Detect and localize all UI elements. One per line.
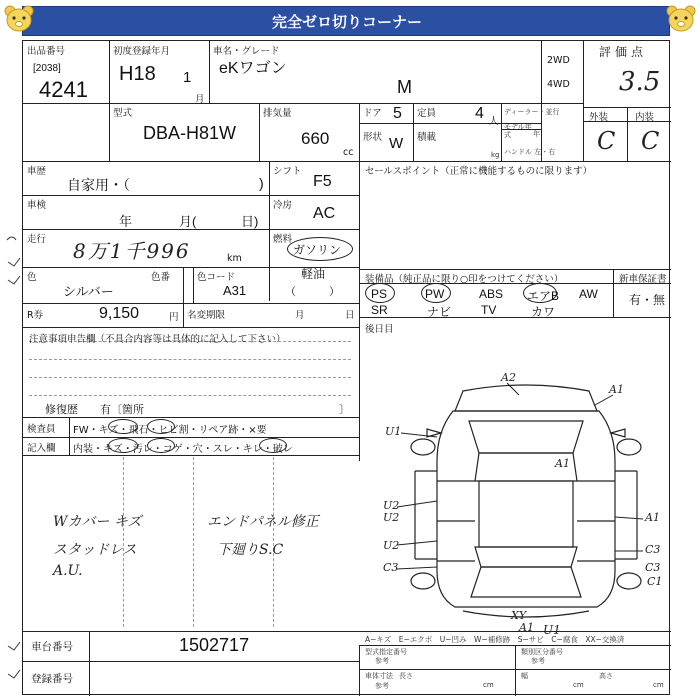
recycle-unit: 円 — [169, 312, 179, 323]
fuel-gas: ガソリン — [293, 243, 342, 257]
mileage-value: 8万1千996 — [73, 239, 191, 263]
equip-pw: PW — [425, 287, 445, 301]
equip-abs: ABS — [479, 287, 504, 301]
displacement-unit: cc — [343, 147, 354, 158]
check-tobiishi-circle — [147, 419, 175, 434]
fuel-diesel: 軽油 — [301, 267, 326, 281]
mileage-label: 走行 — [27, 234, 47, 245]
diagram-mark-c3-right-1: C3 — [645, 543, 661, 556]
capacity-unit: 人 — [489, 116, 499, 127]
mileage-unit: km — [227, 253, 242, 264]
diagram-mark-u1-bottom: U1 — [543, 623, 561, 637]
handwritten-line1: Wカバー キズ — [53, 514, 142, 530]
meta-cm-1: cm — [483, 681, 494, 689]
meta-ref-2: 参考 — [531, 657, 545, 665]
inspection-month: 月( — [179, 214, 197, 229]
fuel-other: （ ） — [285, 286, 340, 298]
bear-mascot-right-icon — [664, 4, 698, 34]
history-value: 自家用・（ — [67, 177, 130, 193]
exterior-value: C — [597, 127, 616, 155]
color-no-label: 色番 — [151, 272, 171, 283]
title-deadline-label: 名変期限 — [187, 310, 226, 321]
diagram-mark-c1-right: C1 — [647, 575, 663, 588]
score-label: 評価点 — [599, 45, 648, 59]
check-row-2: 内装・キズ・汚レ・コゲ・穴・スレ・キレ・破レ — [73, 444, 293, 455]
meta-ref-3: 参考 — [375, 682, 389, 690]
chassis-value: 1502717 — [179, 635, 250, 655]
aircon-value: AC — [313, 205, 336, 222]
equipment-label: 装備品（純正品に限り○印をつけてください） — [365, 274, 564, 285]
check-row-1: FW・キズ・飛石・ヒビ割・リペア跡・×要 — [73, 425, 267, 436]
diagram-mark-u1-left: U1 — [385, 425, 402, 438]
displacement-label: 排気量 — [263, 108, 292, 119]
diagram-mark-a2-top: A2 — [501, 371, 516, 384]
diagram-legend: A−キズ E−エクボ U−凹み W−補修跡 S−サビ C−腐食 XX−交換済 — [365, 635, 625, 644]
load-unit: kg — [491, 151, 500, 159]
meta-length: 長さ — [399, 672, 413, 680]
recycle-label: R券 — [27, 310, 44, 321]
car-grade-value: M — [397, 77, 412, 97]
handle-label: ハンドル 左・右 — [504, 148, 556, 156]
equip-airbag: エアB — [527, 289, 560, 303]
diagram-mark-a1-right: A1 — [645, 511, 660, 524]
inspection-day: 日) — [241, 214, 259, 229]
registration-label: 登録番号 — [31, 673, 73, 685]
doors-label: ドア — [363, 108, 382, 119]
capacity-label: 定員 — [417, 108, 437, 119]
meta-width: 幅 — [521, 672, 528, 680]
color-code-label: 色コード — [197, 272, 236, 283]
color-value: シルバー — [63, 284, 114, 299]
handwritten-right1: エンドパネル修正 — [207, 514, 319, 530]
equip-sr: SR — [371, 303, 388, 317]
car-name-label: 車名・グレード — [213, 46, 280, 57]
meta-cm-2: cm — [573, 681, 584, 689]
lot-label: 出品番号 — [27, 46, 66, 57]
chassis-label: 車台番号 — [31, 641, 73, 653]
diagram-mark-a1-windshield: A1 — [555, 457, 570, 470]
diagram-mark-a1-bottom: A1 — [519, 621, 534, 633]
shift-value: F5 — [313, 173, 332, 190]
diagram-mark-xy: XY — [511, 609, 527, 622]
diagram-mark-u2-left-1: U2 — [383, 499, 400, 512]
lot-number: 4241 — [39, 77, 88, 102]
history-close: ) — [259, 175, 264, 191]
recycle-value: 9,150 — [99, 305, 140, 322]
color-code-value: A31 — [223, 283, 247, 298]
car-damage-diagram — [383, 371, 669, 633]
diagram-mark-u2-left-3: U2 — [383, 539, 400, 552]
sales-point-label: セールスポイント（正常に機能するものに限ります） — [365, 166, 593, 177]
inspection-year: 年 — [119, 214, 133, 229]
meta-height: 高さ — [599, 672, 613, 680]
check-int-stain-circle — [147, 438, 175, 453]
aircon-label: 冷房 — [273, 200, 293, 211]
equip-tv: TV — [481, 303, 497, 317]
shift-label: シフト — [273, 166, 302, 177]
check-int-sure-circle — [259, 438, 287, 453]
model-value: DBA-H81W — [143, 123, 237, 143]
margin-check-marks — [4, 232, 24, 292]
meta-reg-label: 型式指定番号 — [365, 648, 407, 656]
handwritten-right2: 下廻りS.C — [217, 542, 284, 558]
check-kizu-circle — [108, 419, 138, 434]
auction-sheet — [22, 40, 670, 695]
equip-aw: AW — [579, 287, 598, 301]
capacity-value: 4 — [475, 105, 484, 122]
new-warranty-label: 新車保証書 — [619, 274, 667, 285]
drive-4wd: 4WD — [547, 79, 570, 90]
diagram-mark-u2-left-2: U2 — [383, 511, 400, 524]
header-bar — [22, 6, 670, 36]
score-value: 3.5 — [619, 67, 661, 97]
title-deadline-day: 日 — [345, 310, 355, 321]
title-deadline-month: 月 — [295, 310, 305, 321]
new-warranty-value: 有・無 — [629, 293, 666, 307]
first-reg-era: H18 — [119, 63, 156, 85]
handwritten-line2: スタッドレス — [53, 542, 137, 558]
first-reg-month-unit: 月 — [195, 94, 205, 105]
meta-ref-1: 参考 — [375, 657, 389, 665]
header-title: 完全ゼロ切りコーナー — [271, 13, 422, 31]
lot-small-number: [2038] — [33, 63, 61, 74]
model-year-unit: 年 — [533, 130, 540, 138]
equip-leather: カワ — [531, 305, 556, 319]
check-label-2: 記入欄 — [27, 443, 56, 454]
handwritten-line3: A.U. — [53, 563, 83, 579]
model-label: 型式 — [113, 108, 133, 119]
exterior-label: 外装 — [589, 112, 609, 123]
body-shape-value: W — [389, 135, 404, 152]
equip-navi: ナビ — [427, 305, 452, 319]
doors-value: 5 — [393, 105, 402, 122]
diagram-mark-c3-right-2: C3 — [645, 561, 661, 574]
diagram-mark-a1-topright: A1 — [609, 383, 624, 396]
notes-label: 注意事項申告欄（不具合内容等は具体的に記入して下さい） — [29, 334, 286, 345]
interior-label: 内装 — [635, 112, 655, 123]
model-year-label: モデル年式 — [504, 123, 532, 139]
first-reg-month: 1 — [183, 69, 192, 86]
body-shape-label: 形状 — [363, 132, 383, 143]
bear-mascot-left-icon — [2, 4, 36, 34]
meta-class-label: 類別区分番号 — [521, 648, 563, 656]
after-day-label: 後日目 — [365, 324, 394, 335]
car-name-value: eKワゴン — [219, 60, 287, 77]
load-label: 積載 — [417, 132, 437, 143]
inspection-label: 車検 — [27, 200, 47, 211]
fuel-label: 燃料 — [273, 234, 293, 245]
notes-repair-close: 〕 — [339, 403, 350, 416]
history-label: 車歴 — [27, 166, 47, 177]
notes-repair: 修復歴 有〔箇所 — [45, 403, 144, 416]
color-label: 色 — [27, 272, 37, 283]
margin-check-marks-bottom — [4, 636, 24, 696]
meta-dims-label: 車体寸法 — [365, 672, 393, 680]
displacement-value: 660 — [301, 129, 330, 148]
meta-cm-3: cm — [653, 681, 664, 689]
interior-value: C — [641, 127, 660, 155]
check-label-1: 検査員 — [27, 424, 56, 435]
first-reg-label: 初度登録年月 — [113, 46, 171, 57]
dealer-label: ディーラー・並行 — [504, 108, 560, 116]
diagram-mark-c3-left: C3 — [383, 561, 399, 574]
equip-ps: PS — [371, 287, 388, 301]
drive-2wd: 2WD — [547, 55, 570, 66]
check-int-kizu-circle — [108, 438, 138, 453]
